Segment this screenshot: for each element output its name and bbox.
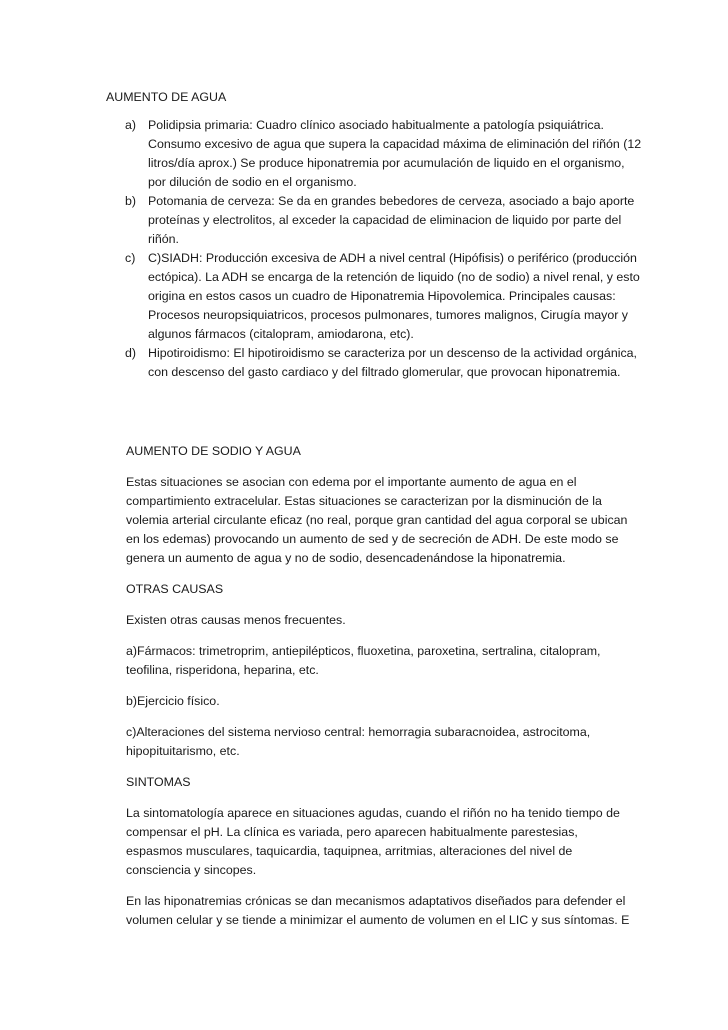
list-marker: d) <box>125 346 137 360</box>
causes-list <box>104 116 644 382</box>
paragraph-cronicas: En las hiponatremias crónicas se dan mecanismos adaptativos diseñados para defender el volumen celular y se tiende a minimizar el aumento de volumen en el LIC y sus síntomas. E <box>126 894 630 927</box>
heading-sintomas: SINTOMAS <box>126 775 191 789</box>
heading-aumento-de-sodio-y-agua: AUMENTO DE SODIO Y AGUA <box>126 444 301 458</box>
list-marker: c) <box>125 251 136 265</box>
paragraph-snc: c)Alteraciones del sistema nervioso central: hemorragia subaracnoidea, astrocitoma, hipopituitarismo, etc. <box>126 725 591 758</box>
list-item-text: Polidipsia primaria: Cuadro clínico asociado habitualmente a patología psiquiátrica. Consumo excesivo de agua que supera la capacidad máxima de eliminación del riñón (12 litros/día aprox.) Se produce hiponatremia por acumulación de liquido en el organismo, por dilución de sodio en el organismo. <box>148 118 642 189</box>
paragraph-sintomas: La sintomatología aparece en situaciones agudas, cuando el riñón no ha tenido tiempo de compensar el pH. La clínica es variada, pero aparecen habitualmente parestesias, espasmos musculares, taquicardia, taquipnea, arritmias, alteraciones del nivel de consciencia y sincopes. <box>126 806 620 877</box>
list-item <box>104 116 644 192</box>
list-item <box>104 249 644 344</box>
paragraph-ejercicio: b)Ejercicio físico. <box>126 694 220 708</box>
body-sections <box>126 442 636 942</box>
list-item-text: Hipotiroidismo: El hipotiroidismo se caracteriza por un descenso de la actividad orgánica, con descenso del gasto cardiaco y del filtrado glomerular, que provocan hiponatremia. <box>148 346 637 379</box>
list-item-text: Potomania de cerveza: Se da en grandes bebedores de cerveza, asociado a bajo aporte proteínas y electrolitos, al exceder la capacidad de eliminacion de liquido por parte del riñón. <box>148 194 635 246</box>
list-marker: a) <box>125 118 137 132</box>
list-item-text: C)SIADH: Producción excesiva de ADH a nivel central (Hipófisis) o periférico (producción ectópica). La ADH se encarga de la retención de liquido (no de sodio) a nivel renal, y esto origina en estos casos un cuadro de Hiponatremia Hipovolemica. Principales causas: Procesos neuropsiquiatricos, procesos pulmonares, tumores malignos, Cirugía mayor y algunos fármacos (citalopram, amiodarona, etc). <box>148 251 640 341</box>
list-item <box>104 344 644 382</box>
paragraph-otras-intro: Existen otras causas menos frecuentes. <box>126 613 346 627</box>
paragraph-farmacos: a)Fármacos: trimetroprim, antiepilépticos, fluoxetina, paroxetina, sertralina, citalopram, teofilina, risperidona, heparina, etc. <box>126 644 601 677</box>
list-marker: b) <box>125 194 137 208</box>
paragraph-sodio-agua: Estas situaciones se asocian con edema por el importante aumento de agua en el compartimiento extracelular. Estas situaciones se caracterizan por la disminución de la volemia arterial circulante eficaz (no real, porque gran cantidad del agua corporal se ubican en los edemas) provocando un aumento de sed y de secreción de ADH. De este modo se genera un aumento de agua y no de sodio, desencadenándose la hiponatremia. <box>126 475 628 565</box>
list-item <box>104 192 644 249</box>
heading-aumento-de-agua: AUMENTO DE AGUA <box>106 90 227 104</box>
heading-otras-causas: OTRAS CAUSAS <box>126 582 224 596</box>
